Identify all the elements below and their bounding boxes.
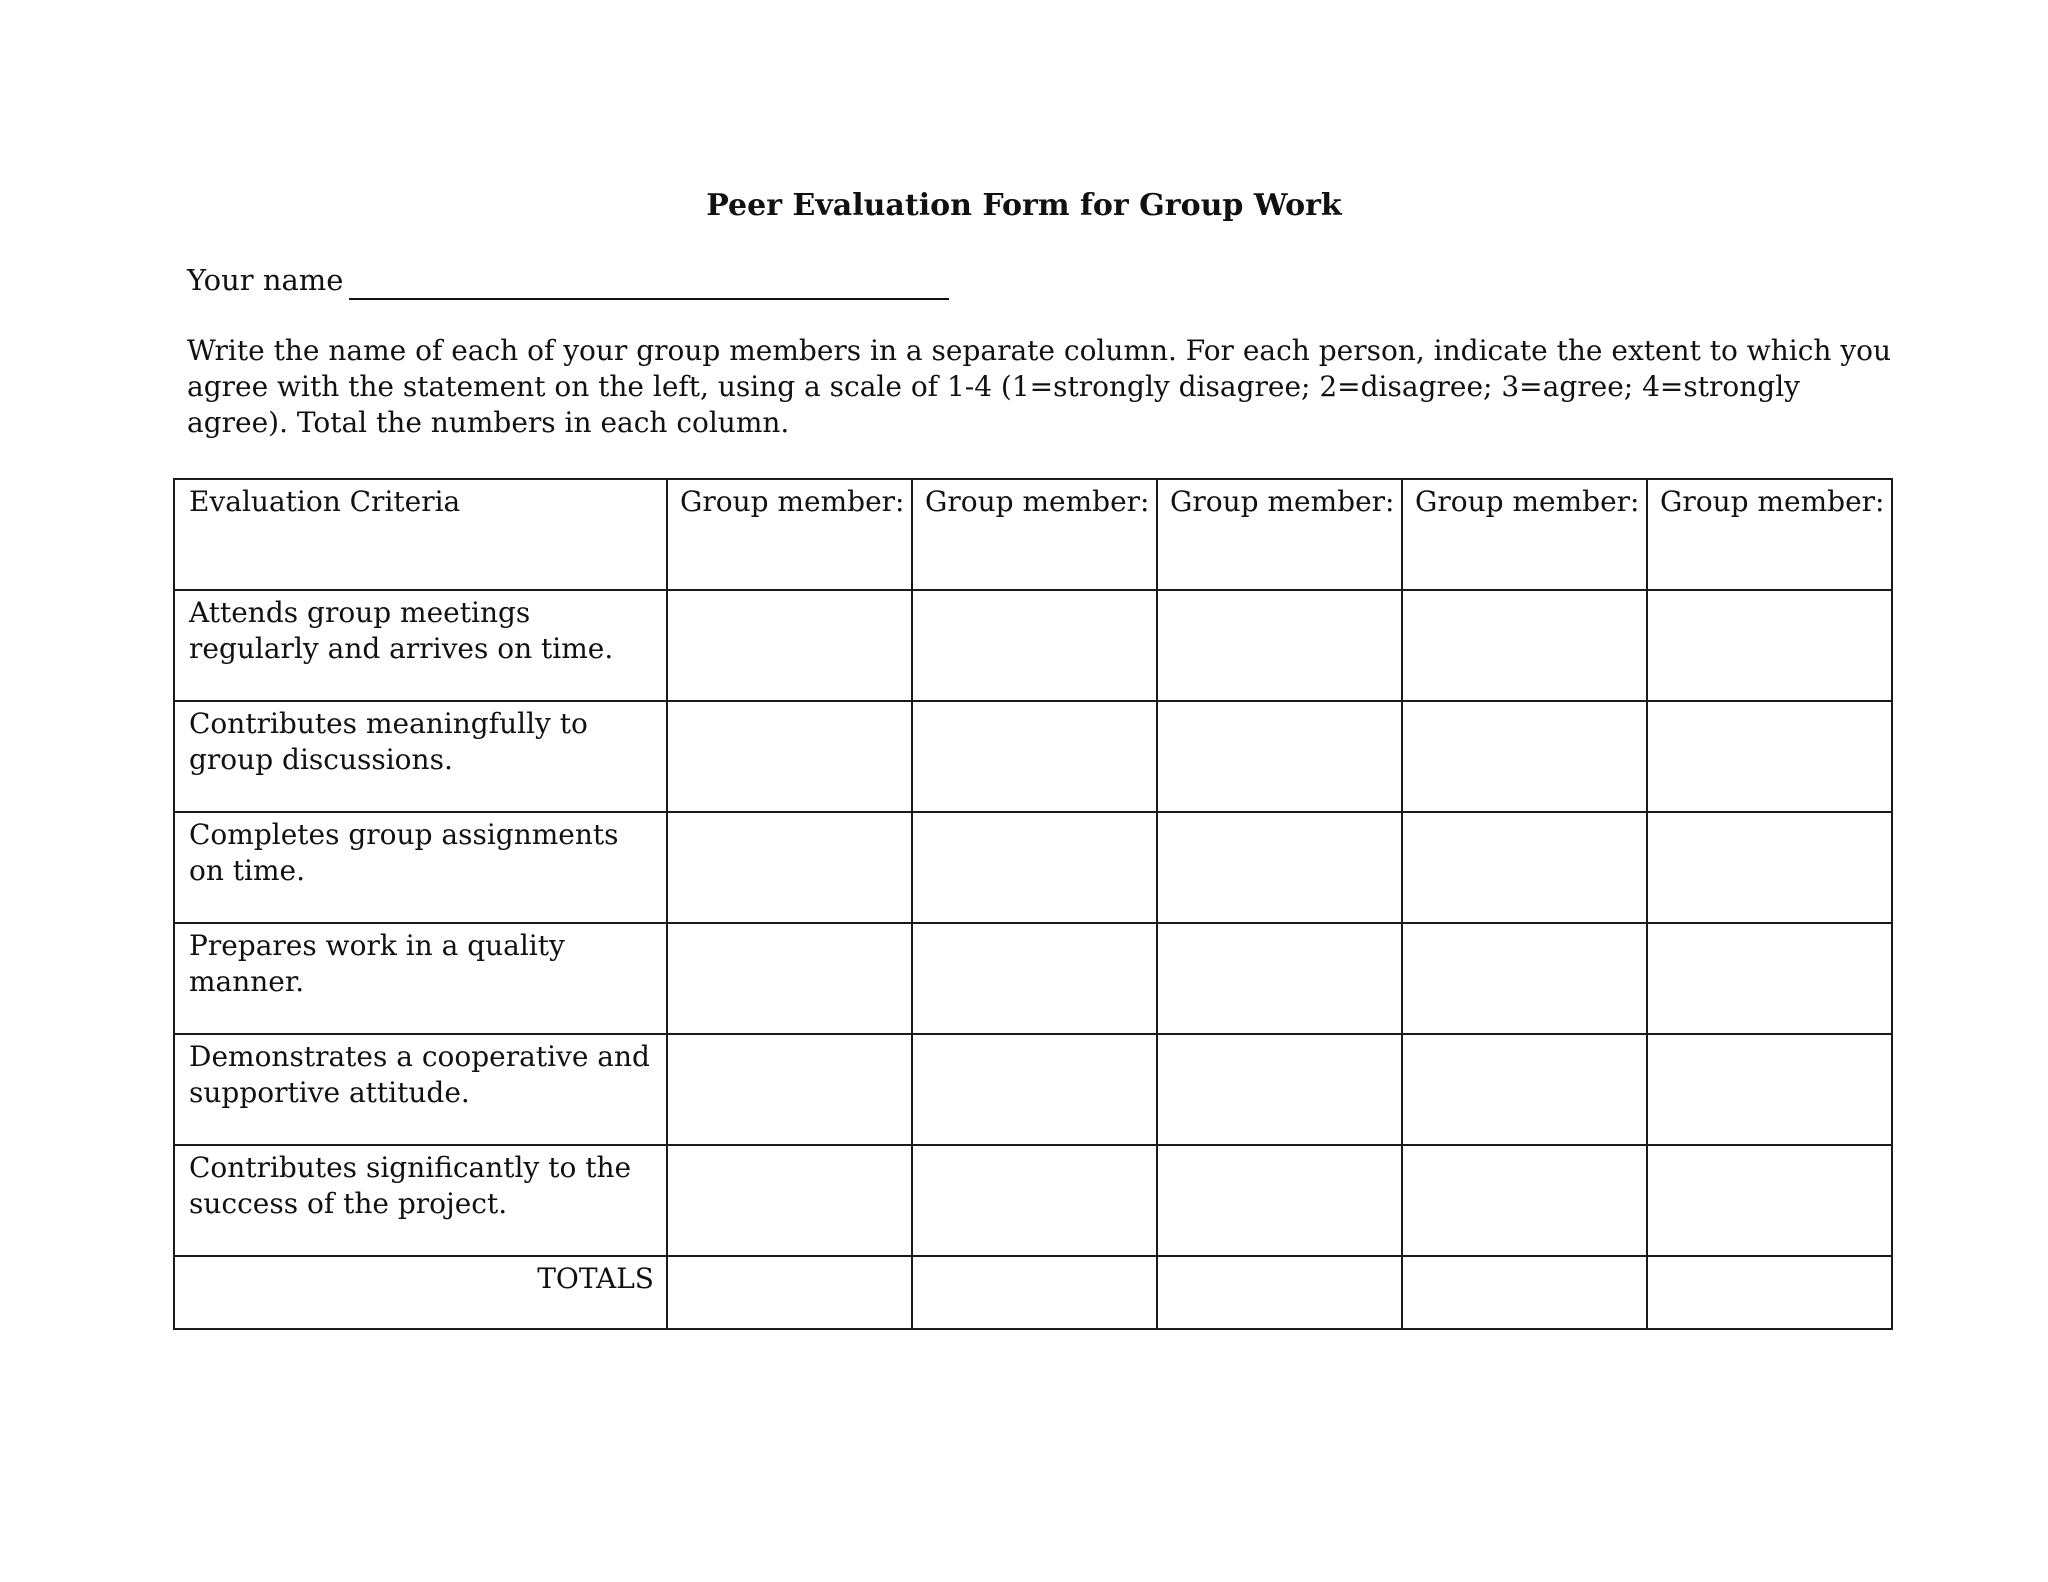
totals-label: TOTALS — [174, 1256, 667, 1329]
score-cell[interactable] — [667, 590, 912, 701]
form-title: Peer Evaluation Form for Group Work — [706, 188, 1342, 223]
total-cell[interactable] — [1647, 1256, 1892, 1329]
score-cell[interactable] — [1647, 923, 1892, 1034]
header-row — [174, 479, 1892, 590]
criterion-label: Demonstrates a cooperative and supportive attitude. — [174, 1034, 667, 1145]
score-cell[interactable] — [1402, 812, 1647, 923]
score-cell[interactable] — [1402, 923, 1647, 1034]
score-cell[interactable] — [1402, 701, 1647, 812]
criteria-row — [174, 701, 1892, 812]
criterion-label: Contributes significantly to the success of the project. — [174, 1145, 667, 1256]
criteria-row — [174, 812, 1892, 923]
total-cell[interactable] — [912, 1256, 1157, 1329]
total-cell[interactable] — [667, 1256, 912, 1329]
score-cell[interactable] — [1647, 590, 1892, 701]
score-cell[interactable] — [1647, 1034, 1892, 1145]
criteria-row — [174, 590, 1892, 701]
member-header-5[interactable]: Group member: — [1647, 479, 1892, 590]
total-cell[interactable] — [1157, 1256, 1402, 1329]
score-cell[interactable] — [1157, 701, 1402, 812]
criteria-row — [174, 923, 1892, 1034]
your-name-label: Your name — [187, 263, 344, 297]
criterion-label: Prepares work in a quality manner. — [174, 923, 667, 1034]
totals-row — [174, 1256, 1892, 1329]
criteria-header: Evaluation Criteria — [174, 479, 667, 590]
score-cell[interactable] — [667, 923, 912, 1034]
score-cell[interactable] — [1157, 1034, 1402, 1145]
score-cell[interactable] — [912, 923, 1157, 1034]
criteria-row — [174, 1145, 1892, 1256]
score-cell[interactable] — [1402, 1034, 1647, 1145]
score-cell[interactable] — [912, 812, 1157, 923]
score-cell[interactable] — [912, 701, 1157, 812]
member-header-3[interactable]: Group member: — [1157, 479, 1402, 590]
criterion-label: Attends group meetings regularly and arrives on time. — [174, 590, 667, 701]
score-cell[interactable] — [667, 701, 912, 812]
instructions-paragraph: Write the name of each of your group members in a separate column. For each person, indicate the extent to which you agree with the statement on the left, using a scale of 1-4 (1=strongly disagree; 2=disagree; 3=agree; 4=strongly agree). Total the numbers in each column. — [187, 334, 1892, 439]
evaluation-table — [173, 478, 1893, 1330]
score-cell[interactable] — [1647, 701, 1892, 812]
score-cell[interactable] — [1402, 590, 1647, 701]
score-cell[interactable] — [1157, 923, 1402, 1034]
score-cell[interactable] — [1157, 590, 1402, 701]
score-cell[interactable] — [667, 1034, 912, 1145]
score-cell[interactable] — [1647, 1145, 1892, 1256]
score-cell[interactable] — [912, 1034, 1157, 1145]
score-cell[interactable] — [1157, 812, 1402, 923]
criteria-row — [174, 1034, 1892, 1145]
your-name-row — [187, 260, 949, 300]
criterion-label: Contributes meaningfully to group discussions. — [174, 701, 667, 812]
score-cell[interactable] — [667, 812, 912, 923]
your-name-field[interactable] — [349, 268, 949, 300]
score-cell[interactable] — [912, 1145, 1157, 1256]
score-cell[interactable] — [912, 590, 1157, 701]
member-header-1[interactable]: Group member: — [667, 479, 912, 590]
member-header-4[interactable]: Group member: — [1402, 479, 1647, 590]
score-cell[interactable] — [667, 1145, 912, 1256]
score-cell[interactable] — [1157, 1145, 1402, 1256]
member-header-2[interactable]: Group member: — [912, 479, 1157, 590]
score-cell[interactable] — [1647, 812, 1892, 923]
total-cell[interactable] — [1402, 1256, 1647, 1329]
criterion-label: Completes group assignments on time. — [174, 812, 667, 923]
score-cell[interactable] — [1402, 1145, 1647, 1256]
